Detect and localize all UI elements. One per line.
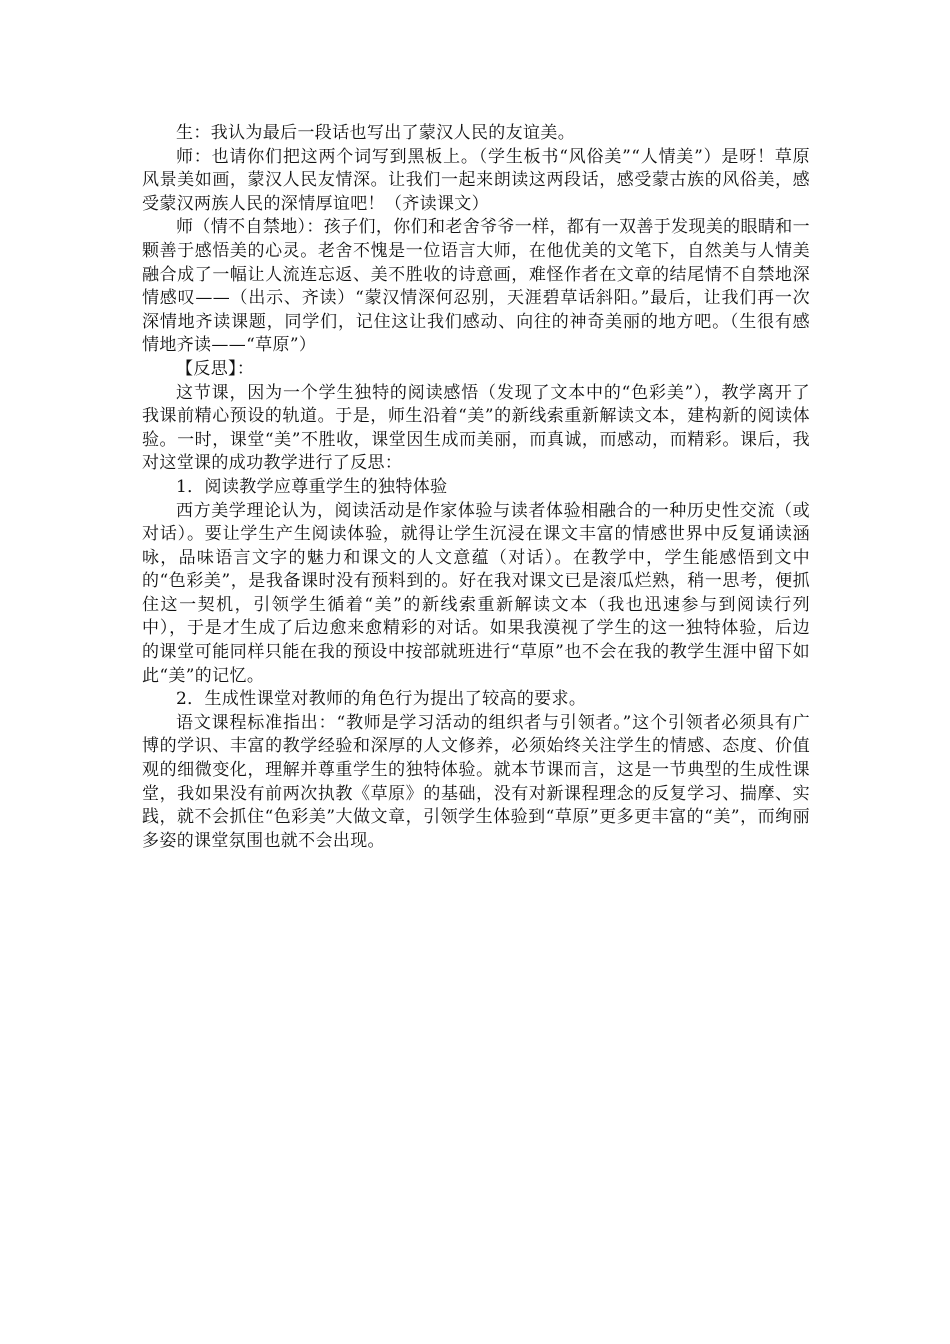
reflection-heading: 【反思】： bbox=[176, 358, 255, 379]
reflection-intro: 这节课，因为一个学生独特的阅读感悟（发现了文本中的“色彩美”），教学离开了我课前精心预设的轨道。于是，师生沿着“美”的新线索重新解读文本，建构新的阅读体验。一时，课堂“美”不胜收，课堂因生成而美丽，而真诚，而感动，而精彩。课后，我对这堂课的成功教学进行了反思： bbox=[142, 382, 810, 474]
reflection-point-1-heading: 1．阅读教学应尊重学生的独特体验 bbox=[176, 476, 448, 497]
document-body bbox=[142, 122, 810, 853]
dialogue-teacher-blackboard: 师：也请你们把这两个词写到黑板上。（学生板书“风俗美”“人情美”）是呀！草原风景美如画，蒙汉人民友情深。让我们一起来朗读这两段话，感受蒙古族的风俗美，感受蒙汉两族人民的深情厚谊吧！（齐读课文） bbox=[142, 146, 810, 214]
dialogue-student-friendship: 生：我认为最后一段话也写出了蒙汉人民的友谊美。 bbox=[176, 123, 576, 143]
reflection-point-1-body: 西方美学理论认为，阅读活动是作家体验与读者体验相融合的一种历史性交流（或对话）。要让学生产生阅读体验，就得让学生沉浸在课文丰富的情感世界中反复诵读涵咏，品味语言文字的魅力和课文的人文意蕴（对话）。在教学中，学生能感悟到文中的“色彩美”，是我备课时没有预料到的。好在我对课文已是滚瓜烂熟，稍一思考，便抓住这一契机，引领学生循着“美”的新线索重新解读文本（我也迅速参与到阅读行列中），于是才生成了后边愈来愈精彩的对话。如果我漠视了学生的这一独特体验，后边的课堂可能同样只能在我的预设中按部就班进行“草原”也不会在我的教学生涯中留下如此“美”的记忆。 bbox=[142, 500, 810, 686]
reflection-point-2-heading: 2．生成性课堂对教师的角色行为提出了较高的要求。 bbox=[176, 689, 587, 710]
reflection-point-2-body: 语文课程标准指出：“教师是学习活动的组织者与引领者。”这个引领者必须具有广博的学识、丰富的教学经验和深厚的人文修养，必须始终关注学生的情感、态度、价值观的细微变化，理解并尊重学生的独特体验。就本节课而言，这是一节典型的生成性课堂，我如果没有前两次执教《草原》的基础，没有对新课程理念的反复学习、揣摩、实践，就不会抓住“色彩美”大做文章，引领学生体验到“草原”更多更丰富的“美”，而绚丽多姿的课堂氛围也就不会出现。 bbox=[142, 712, 810, 851]
dialogue-teacher-conclusion: 师（情不自禁地）：孩子们，你们和老舍爷爷一样，都有一双善于发现美的眼睛和一颗善于感悟美的心灵。老舍不愧是一位语言大师，在他优美的文笔下，自然美与人情美融合成了一幅让人流连忘返、美不胜收的诗意画，难怪作者在文章的结尾情不自禁地深情感叹——（出示、齐读）“蒙汉情深何忍别，天涯碧草话斜阳。”最后，让我们再一次深情地齐读课题，同学们，记住这让我们感动、向往的神奇美丽的地方吧。（生很有感情地齐读——“草原”） bbox=[142, 217, 810, 356]
